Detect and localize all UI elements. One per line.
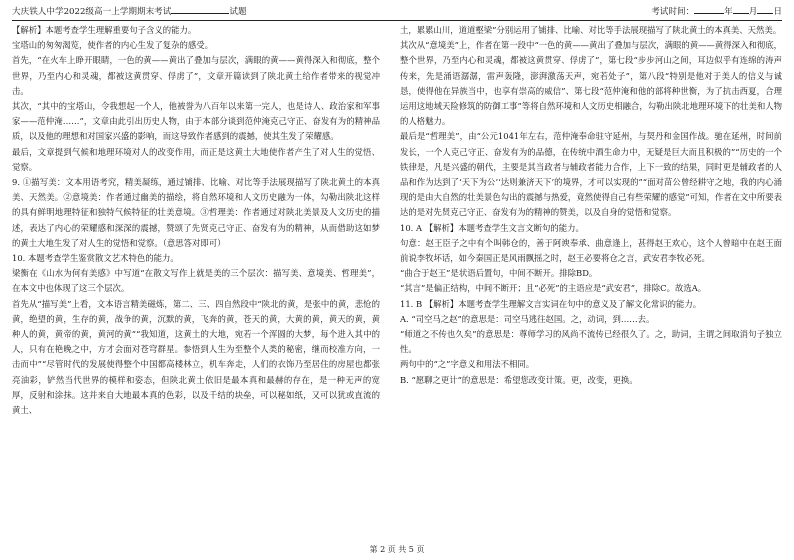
exam-title-suffix: 试题 bbox=[229, 7, 247, 17]
paragraph: 句意：赵王臣子之中有个叫韩仓的，善于阿谀奉承、曲意逢上，甚得赵王欢心，这个人曾暗中在赵王面前说李牧坏话，如今秦国正是风雨飘摇之时，赵王必要将仓之言，武安君李牧必死。 bbox=[400, 237, 782, 264]
exam-title bbox=[12, 4, 247, 17]
paragraph: 9. ①描写美：文本用语考究，精美凝练，通过铺排、比喻、对比等手法展现描写了陕北黄土的本真美、天然美。②意境美：作者通过幽美的描绘，将自然环境和人文历史融为一体，勾勒出陕北这样的具有鲜明地理特征和独特气候特征的壮美意境。③哲理美：作者通过对陕北美景及人文历史的描述，表达了内心的荣耀感和深深的震撼，赞颂了先贤克己守正、奋发有为的精神，从而借助这如梦的黄土大地生发了对人生的觉悟和觉察。（意思答对即可） bbox=[12, 177, 380, 248]
exam-title-prefix: 大庆铁人中学2022级高一上学期期末考试 bbox=[12, 7, 172, 17]
paragraph: A. “司空马之赵”的意思是：司空马逃往赵国。之，动词，到……去。 bbox=[400, 313, 655, 324]
paragraph: “曲合于赵王”是状语后置句，中间不断开。排除BD。 bbox=[400, 268, 598, 279]
subject-blank bbox=[171, 4, 229, 14]
paragraph: B. “愿聊之更计”的意思是：希望您改变计策。更，改变，更换。 bbox=[400, 374, 638, 385]
paragraph: 最后是“哲理美”，由“公元1041年左右，范仲淹奉命驻守延州，与契丹和金国作战。驰在延州，时间前发长，一个人克己守正、奋发有为的品德，在传统中酒生命力中，无疑是巨大而且积极的”“历史的一个铁律是，凡是兴盛的朝代，主要是其当政者与辅政者能力合作，上下一致的结果，同时更是辅政者的人品和作为达到了‘天下为公’‘达则兼济天下’的境界，才可以实现的”“面对苗公曾经耕守之地，我的内心涌现的是由大自然的壮美景色勾出的震撼与热爱，竟然使得自己有些荣耀的感觉”可知，作者在文中所要表达的是对先贤克己守正、奋发有为的精神的赞美，以及自身的觉悟和觉察。 bbox=[400, 131, 782, 218]
paragraph: 【解析】本题考查学生理解重要句子含义的能力。 bbox=[12, 25, 197, 35]
day-blank bbox=[757, 4, 773, 14]
paragraph: 两句中的“之”字意义和用法不相同。 bbox=[400, 359, 535, 370]
year-label: 年 bbox=[724, 7, 733, 17]
day-label: 日 bbox=[773, 7, 782, 17]
paragraph: “其言”是偏正结构，中间不断开；且“必死”的主语应是“武安君”，排除C。故选A。 bbox=[400, 283, 707, 294]
paragraph: 10. 本题考查学生鉴赏散文艺术特色的能力。 bbox=[12, 253, 179, 264]
paragraph: 11. B 【解析】本题考查学生理解文言实词在句中的意义及了解文化常识的能力。 bbox=[400, 298, 702, 309]
month-blank bbox=[733, 4, 749, 14]
right-column bbox=[400, 23, 782, 388]
paragraph: 梁衡在《山水为何有美感》中写道“在散文写作上就是美的三个层次：描写美、意境美、哲理美”，在本文中也体现了这三个层次。 bbox=[12, 268, 380, 294]
paragraph: 土，累累山川，道道壑梁”分别运用了铺排、比喻、对比等手法展现描写了陕北黄土的本真美、天然美。 bbox=[400, 25, 782, 35]
month-label: 月 bbox=[748, 7, 758, 17]
paragraph: 首先从“描写美”上看，文本语言精美磁炼，第二、三、四自然段中“陕北的黄，是张中的黄，悲怆的黄，绝望的黄，生存的黄，战争的黄，沉默的黄，飞奔的黄，苍天的黄，大黄的黄，黄天的黄，黄种人的黄，黄帝的黄，黄河的黄”“我知道，这黄土的大地，宛若一个浑圆的大梦，每个进入其中的人，只有在艳晚之中，方才会面对苍穹群星。参悟到人生为至整个人类的秘密，继而校准方向，一击而中”“尽管时代的发展使得整个中国都高楼林立，机车奔走，人们的衣饰乃至居住的房屋也都张亮油彩，铲然当代世界的模样和姿态，但陕北黄土依旧是最本真和最赫的存在，是一种无声的宽厚，反射和涂抹。这并来自大地最本真的色彩，以及千结的块垒，可以秘如纸，又可以犹或直流的黄土、 bbox=[12, 298, 380, 416]
paragraph: 10. A 【解析】本题考查学生文言文断句的能力。 bbox=[400, 222, 584, 233]
paragraph: 最后，文章提到气候和地理环境对人的改变作用，而正是这黄土大地使作者产生了对人生的觉悟、觉察。 bbox=[12, 146, 380, 172]
paragraph: 其次从“意境美”上，作者在第一段中“一色的黄——黄出了叠加与层次，满眼的黄——黄得深入和彻底，整个世界，乃至内心和灵魂，都被这黄贯穿、俘虏了”，第七段“步步河山之间，耳边似乎有连绵的涛声传来，先是涌语潺潺，雷声轰隆，澎湃激荡天声，宛若处子”，第八段“特别是他对于美人的信义与诚恳，使得他在异族当中，也享有崇高的威信”、第七段“范仲淹和他的部将种世衡，为了抗击西夏，合理运用这地域天险修筑的防御工事”等将自然环境和人文历史相融合，勾勒出陕北地理环境下的壮美和人物的人格魅力。 bbox=[400, 40, 782, 127]
paragraph: 宝塔山的匆匆渴览，使作者的内心生发了复杂的感受。 bbox=[12, 40, 213, 51]
header-rule bbox=[12, 20, 782, 21]
page-number: 第 2 页 共 5 页 bbox=[369, 545, 425, 554]
exam-time-label: 考试时间： bbox=[651, 7, 695, 17]
paragraph: 首先，“在火车上睁开眼睛，一色的黄——黄出了叠加与层次，满眼的黄——黄得深入和彻底，整个世界，乃至内心和灵魂，都被这黄贯穿、俘虏了”，文章开篇读到了陕北黄土给作者带来的视觉冲击。 bbox=[12, 55, 380, 96]
year-blank bbox=[694, 4, 724, 14]
page-header bbox=[12, 4, 782, 20]
left-column bbox=[12, 23, 380, 418]
exam-time bbox=[651, 4, 782, 17]
paragraph: “师道之不传也久矣”的意思是：尊师学习的风尚不流传已经很久了。之，助词，主谓之间取消句子独立性。 bbox=[400, 329, 782, 355]
paragraph: 其次，“其中的宝塔山，令我想起一个人，他被誉为八百年以来第一完人，也是诗人、政治家和军事家——范仲淹……”，文章由此引出历史人物，由于本部分谈到范仲淹克己守正、奋发有为的精神品质，以及他的理想和对国家兴盛的影响，而这导致作者感到的震撼，使其生发了荣耀感。 bbox=[12, 101, 380, 142]
